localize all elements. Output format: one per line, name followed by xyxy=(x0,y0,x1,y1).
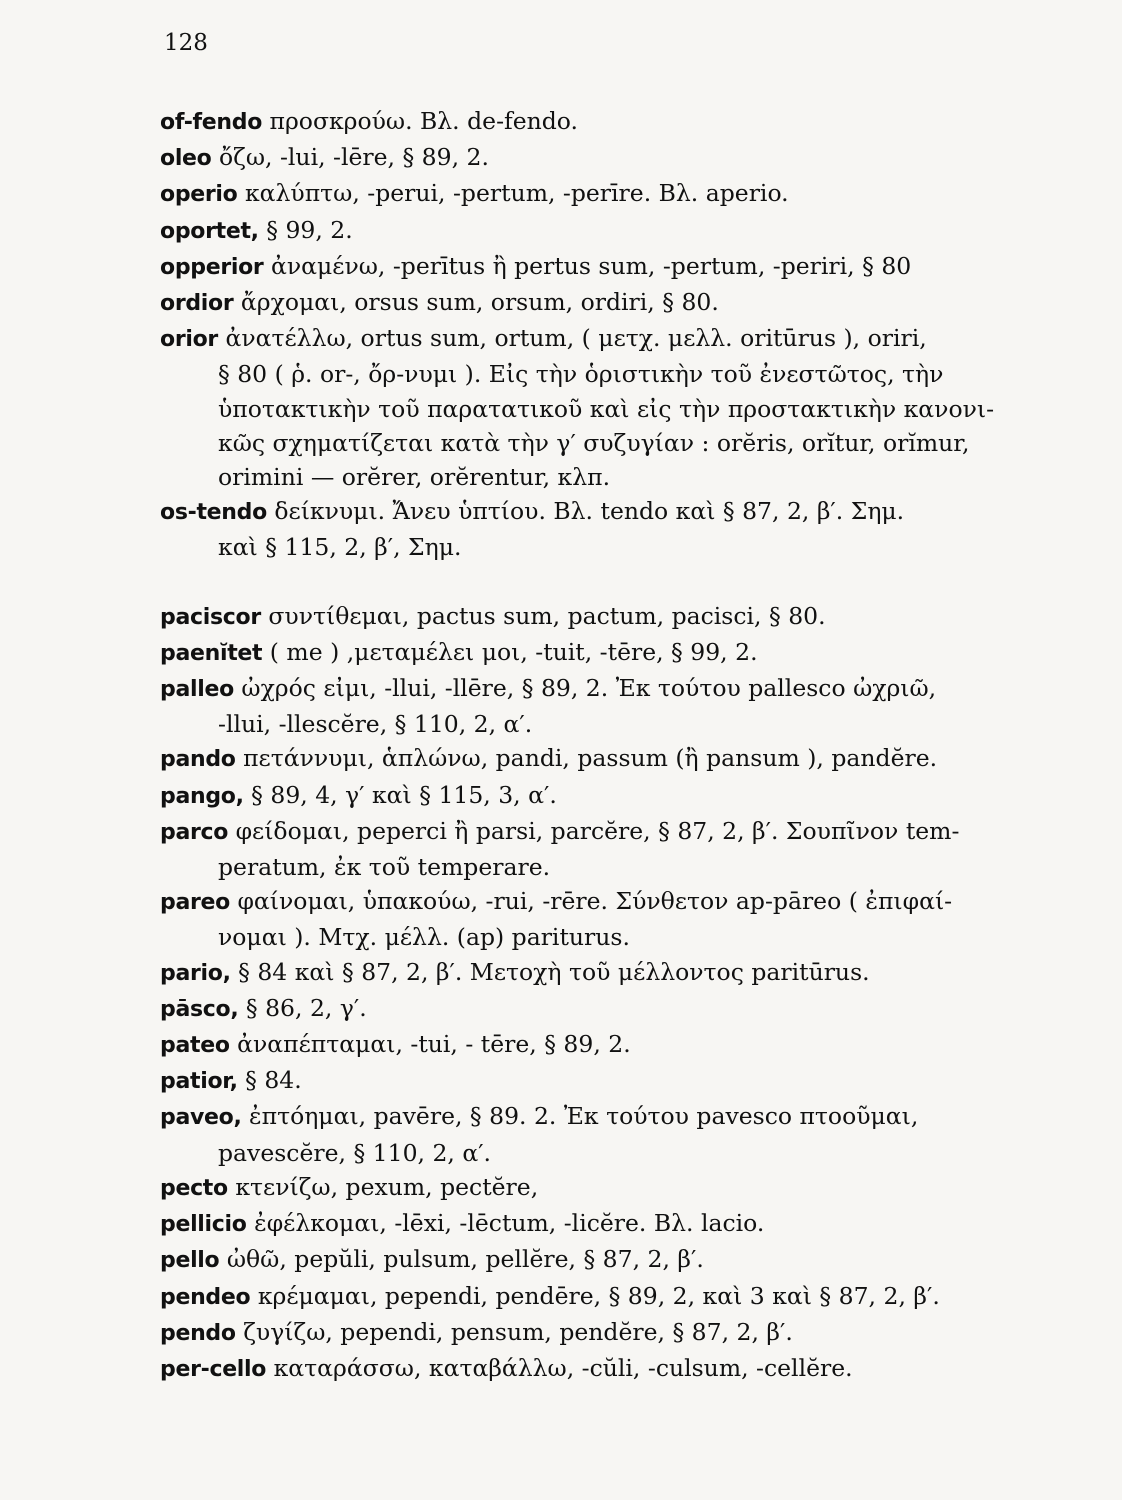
entry-definition: ἀναπέπταμαι, -tui, - tēre, § 89, 2. xyxy=(237,1030,631,1059)
entry-definition: ἐφέλκομαι, -lēxi, -lēctum, -licĕre. Βλ. lacio. xyxy=(254,1209,765,1238)
entry-continuation: -llui, -llescĕre, § 110, 2, α′. xyxy=(218,710,533,739)
entry-headword: pario, xyxy=(160,960,231,986)
entry-continuation: § 80 ( ῥ. or-, ὄρ-νυμι ). Εἰς τὴν ὁριστικὴν τοῦ ἐνεστῶτος, τὴν xyxy=(218,360,944,389)
dictionary-entry xyxy=(160,321,1072,494)
dictionary-entry xyxy=(160,1063,1072,1099)
entry-definition: ἀναμένω, -perītus ἢ pertus sum, -pertum, -periri, § 80 xyxy=(270,251,912,280)
entry-headword: of-fendo xyxy=(160,110,263,135)
entry-definition: κτενίζω, pexum, pectĕre, xyxy=(235,1172,539,1201)
entry-definition: ( me ) ,μεταμέλει μοι, -tuit, -tēre, § 99, 2. xyxy=(269,637,758,666)
entry-definition: φείδομαι, peperci ἢ parsi, parcĕre, § 87, 2, β′. Σουπῖνον tem- xyxy=(235,816,960,845)
entry-definition: ὠθῶ, pepŭli, pulsum, pellĕre, § 87, 2, β′. xyxy=(226,1245,704,1274)
entry-headword: oleo xyxy=(160,146,212,172)
entry-headword: pecto xyxy=(160,1175,228,1201)
dictionary-entry xyxy=(160,1027,1072,1063)
entry-headword: per-cello xyxy=(160,1356,267,1382)
entry-definition: ἄρχομαι, orsus sum, orsum, ordiri, § 80. xyxy=(240,288,719,317)
entry-headword: palleo xyxy=(160,677,234,703)
entry-definition: συντίθεμαι, pactus sum, pactum, pacisci, § 80. xyxy=(268,601,826,630)
dictionary-entry xyxy=(160,285,1072,321)
entry-headword: paciscor xyxy=(160,604,261,630)
entry-definition: ἀνατέλλω, ortus sum, ortum, ( μετχ. μελλ. oritūrus ), oriri, xyxy=(225,324,927,353)
dictionary-entry xyxy=(160,1206,1072,1242)
dictionary-entry xyxy=(160,1279,1072,1315)
dictionary-entry xyxy=(160,140,1072,176)
dictionary-entry xyxy=(160,884,1072,954)
entry-definition: § 86, 2, γ′. xyxy=(245,993,367,1022)
entry-headword: pango, xyxy=(160,783,244,809)
entry-definition: προσκρούω. Βλ. de-fendo. xyxy=(269,107,579,135)
entry-headword: pateo xyxy=(160,1033,230,1059)
entry-definition: κρέμαμαι, pependi, pendēre, § 89, 2, καὶ 3 καὶ § 87, 2, β′. xyxy=(257,1281,940,1310)
dictionary-entry xyxy=(160,104,1072,140)
dictionary-entry xyxy=(160,814,1072,884)
entry-continuation: peratum, ἐκ τοῦ temperare. xyxy=(218,853,551,882)
entry-continuation: κῶς σχηματίζεται κατὰ τὴν γ′ συζυγίαν : orĕris, orĭtur, orĭmur, xyxy=(218,428,970,457)
dictionary-entry xyxy=(160,955,1072,991)
dictionary-entry xyxy=(160,741,1072,777)
entry-headword: pendo xyxy=(160,1320,236,1346)
entry-headword: parco xyxy=(160,819,229,845)
page-number: 128 xyxy=(164,30,208,56)
entry-definition: καλύπτω, -perui, -pertum, -perīre. Βλ. aperio. xyxy=(244,179,789,208)
entry-headword: oportet, xyxy=(160,218,259,244)
entry-headword: operio xyxy=(160,182,238,208)
entry-definition: § 84 καὶ § 87, 2, β′. Μετοχὴ τοῦ μέλλοντος paritūrus. xyxy=(238,957,870,986)
dictionary-entry xyxy=(160,1351,1072,1387)
dictionary-entry xyxy=(160,635,1072,671)
entry-headword: patior, xyxy=(160,1069,238,1095)
entry-definition: § 84. xyxy=(245,1066,302,1095)
dictionary-entry xyxy=(160,1099,1072,1169)
dictionary-entry xyxy=(160,494,1072,564)
entry-definition: δείκνυμι. Ἄνευ ὑπτίου. Βλ. tendo καὶ § 87, 2, β′. Σημ. xyxy=(274,497,905,526)
entry-headword: pendeo xyxy=(160,1284,251,1310)
entry-definition: ἐπτόημαι, pavēre, § 89. 2. Ἐκ τούτου pavesco πτοοῦμαι, xyxy=(249,1102,919,1131)
entry-headword: pando xyxy=(160,747,236,773)
entry-definition: ὄζω, -lui, -lēre, § 89, 2. xyxy=(218,143,489,172)
entry-headword: opperior xyxy=(160,254,264,280)
entry-headword: ordior xyxy=(160,291,234,317)
entry-definition: καταράσσω, καταβάλλω, -cŭli, -culsum, -cellĕre. xyxy=(273,1353,853,1382)
entry-headword: pello xyxy=(160,1248,220,1274)
dictionary-entry xyxy=(160,213,1072,249)
entry-headword: paenĭtet xyxy=(160,640,263,666)
entry-definition: ὠχρός εἰμι, -llui, -llēre, § 89, 2. Ἐκ τούτου pallesco ὠχριῶ, xyxy=(241,674,937,703)
section-gap xyxy=(160,565,1072,599)
entry-continuation: καὶ § 115, 2, β′, Σημ. xyxy=(218,533,462,562)
entry-definition: § 89, 4, γ′ καὶ § 115, 3, α′. xyxy=(251,780,557,809)
dictionary-entry xyxy=(160,1242,1072,1278)
dictionary-entry xyxy=(160,991,1072,1027)
entry-list xyxy=(160,104,1072,1387)
entry-definition: πετάννυμι, ἁπλώνω, pandi, passum (ἢ pansum ), pandĕre. xyxy=(243,744,938,773)
entry-definition: φαίνομαι, ὑπακούω, -rui, -rēre. Σύνθετον ap-pāreo ( ἐπιφαί- xyxy=(237,887,953,916)
entry-headword: paveo, xyxy=(160,1105,242,1131)
dictionary-entry xyxy=(160,671,1072,741)
dictionary-entry xyxy=(160,778,1072,814)
dictionary-entry xyxy=(160,1170,1072,1206)
entry-continuation: νομαι ). Μτχ. μέλλ. (ap) pariturus. xyxy=(218,923,630,952)
dictionary-entry xyxy=(160,176,1072,212)
entry-headword: os-tendo xyxy=(160,500,267,526)
entry-continuation: orimini — orĕrer, orĕrentur, κλπ. xyxy=(218,463,611,492)
dictionary-entry xyxy=(160,599,1072,635)
entry-continuation: pavescĕre, § 110, 2, α′. xyxy=(218,1138,492,1167)
entry-headword: pareo xyxy=(160,890,230,916)
entry-headword: pellicio xyxy=(160,1212,247,1238)
dictionary-entry xyxy=(160,249,1072,285)
dictionary-entry xyxy=(160,1315,1072,1351)
entry-headword: pāsco, xyxy=(160,996,239,1022)
entry-continuation: ὑποτακτικὴν τοῦ παρατατικοῦ καὶ εἰς τὴν προστακτικὴν κανονι- xyxy=(218,394,995,423)
entry-headword: orior xyxy=(160,327,218,353)
entry-definition: § 99, 2. xyxy=(266,215,353,244)
entry-definition: ζυγίζω, pependi, pensum, pendĕre, § 87, 2, β′. xyxy=(243,1317,793,1346)
